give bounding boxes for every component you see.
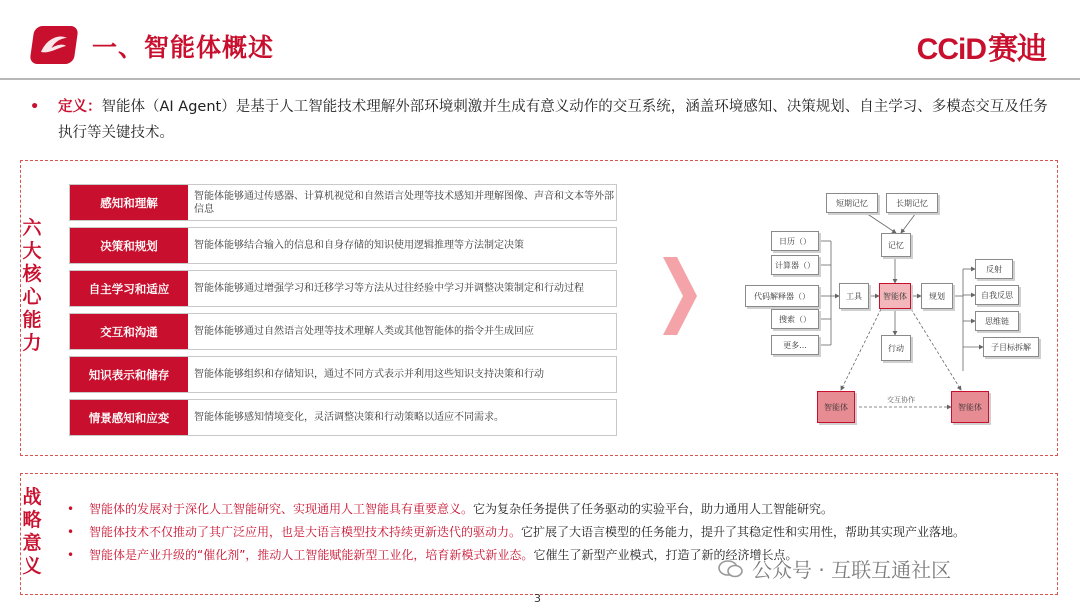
bullet-icon: • <box>67 548 75 562</box>
node-long-memory: 长期记忆 <box>886 193 938 213</box>
strategy-item-body: 它催生了新型产业模式，打造了新的经济增长点。 <box>533 548 798 562</box>
node-chain-of-thought: 思维链 <box>975 311 1019 331</box>
node-reflection: 反射 <box>975 259 1013 279</box>
capability-desc: 智能体能够组织和存储知识，通过不同方式表示并利用这些知识支持决策和行动 <box>194 369 544 380</box>
capability-row <box>69 313 617 350</box>
watermark <box>718 554 951 583</box>
capability-row <box>69 399 617 436</box>
side-char: 略 <box>22 509 42 531</box>
capability-label: 自主学习和适应 <box>70 271 188 306</box>
collab-label: 交互协作 <box>887 396 915 404</box>
definition-body: 智能体（AI Agent）是基于人工智能技术理解外部环境刺激并生成有意义动作的交互系统，涵盖环境感知、决策规划、自主学习、多模态交互及任务执行等关键技术。 <box>58 99 1048 141</box>
watermark-text: 公众号 · 互联互通社区 <box>752 558 952 582</box>
page-number: 3 <box>534 592 541 605</box>
strategy-item-highlight: 智能体的发展对于深化人工智能研究、实现通用人工智能具有重要意义。 <box>89 502 474 516</box>
capability-desc: 智能体能够通过传感器、计算机视觉和自然语言处理等技术感知并理解图像、声音和文本等外部信息 <box>194 190 614 215</box>
capability-label: 情景感知和应变 <box>70 400 188 435</box>
node-search: 搜索（） <box>771 309 819 329</box>
definition-label: 定义： <box>58 99 102 115</box>
page-title: 一、智能体概述 <box>92 33 275 62</box>
capability-label: 决策和规划 <box>70 228 188 263</box>
definition-text <box>30 94 1060 146</box>
strategy-item <box>67 521 1047 544</box>
strategy-item-highlight: 智能体是产业升级的“催化剂”，推动人工智能赋能新型工业化，培育新模式新业态。 <box>89 548 534 562</box>
capability-row <box>69 270 617 307</box>
capability-row <box>69 184 617 221</box>
capability-label: 知识表示和储存 <box>70 357 188 392</box>
capability-desc: 智能体能够结合输入的信息和自身存储的知识使用逻辑推理等方法制定决策 <box>194 240 524 251</box>
capability-desc: 智能体能够感知情境变化，灵活调整决策和行动策略以适应不同需求。 <box>194 412 504 423</box>
capabilities-panel <box>20 160 1058 456</box>
side-char: 核 <box>22 263 42 285</box>
agent-architecture-diagram <box>721 185 1056 435</box>
node-more: 更多... <box>771 335 819 355</box>
node-calculator: 计算器（） <box>771 255 819 275</box>
side-char: 能 <box>22 309 42 331</box>
header <box>0 0 1080 80</box>
strategy-item-highlight: 智能体技术不仅推动了其广泛应用，也是大语言模型技术持续更新迭代的驱动力。 <box>89 525 522 539</box>
brand-logo <box>915 24 1046 68</box>
capability-desc: 智能体能够通过增强学习和迁移学习等方法从过往经验中学习并调整决策制定和行动过程 <box>194 283 584 294</box>
side-char: 战 <box>22 486 42 508</box>
capability-row <box>69 227 617 264</box>
bullet-icon: • <box>67 525 75 539</box>
node-agent: 智能体 <box>879 283 911 309</box>
side-char: 力 <box>22 332 42 354</box>
node-agent-right: 智能体 <box>951 391 989 423</box>
node-short-memory: 短期记忆 <box>826 193 878 213</box>
header-divider <box>0 78 1080 80</box>
node-agent-left: 智能体 <box>817 391 855 423</box>
node-memory: 记忆 <box>881 233 911 257</box>
side-char: 大 <box>22 240 42 262</box>
node-subgoal: 子目标拆解 <box>983 337 1039 357</box>
capability-row <box>69 356 617 393</box>
capability-list <box>69 184 617 442</box>
node-code-interpreter: 代码解释器（） <box>745 285 819 307</box>
side-char: 六 <box>22 217 42 239</box>
node-tools: 工具 <box>839 283 869 309</box>
node-self-critique: 自我反思 <box>975 285 1019 305</box>
capability-label: 交互和沟通 <box>70 314 188 349</box>
right-arrow-icon <box>663 257 697 335</box>
wechat-icon <box>718 559 744 579</box>
node-action: 行动 <box>881 335 911 361</box>
logo-icon <box>29 26 78 64</box>
capability-label: 感知和理解 <box>70 185 188 220</box>
strategy-item <box>67 498 1047 521</box>
bullet-icon: • <box>30 99 40 115</box>
side-char: 心 <box>22 286 42 308</box>
strategy-item-body: 它为复杂任务提供了任务驱动的实验平台，助力通用人工智能研究。 <box>473 502 834 516</box>
node-planning: 规划 <box>921 283 953 309</box>
side-char: 意 <box>22 532 42 554</box>
strategy-item-body: 它扩展了大语言模型的任务能力，提升了其稳定性和实用性，帮助其实现产业落地。 <box>521 525 966 539</box>
definition-paragraph <box>30 94 1060 146</box>
side-char: 义 <box>22 555 42 577</box>
strategy-side-title <box>21 486 43 578</box>
node-calendar: 日历（） <box>771 231 819 251</box>
brand-cn: 赛迪 <box>988 33 1046 66</box>
brand-latin: CCiD <box>916 33 986 66</box>
bullet-icon: • <box>67 502 75 516</box>
capabilities-side-title <box>21 217 43 355</box>
capability-desc: 智能体能够通过自然语言处理等技术理解人类或其他智能体的指令并生成回应 <box>194 326 534 337</box>
